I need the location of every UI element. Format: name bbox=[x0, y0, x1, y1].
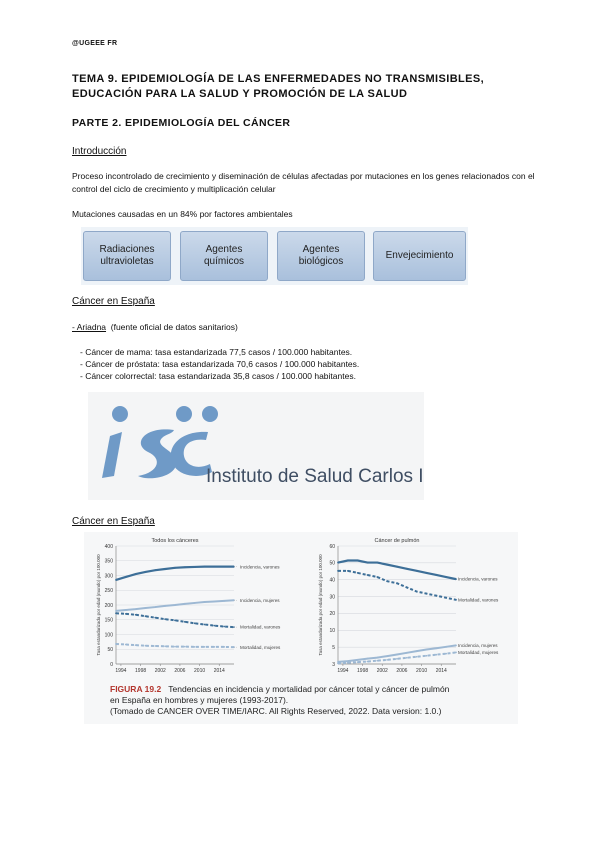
title-line-1: TEMA 9. EPIDEMIOLOGÍA DE LAS ENFERMEDADES NO TRANSMISIBLES, bbox=[72, 73, 485, 85]
y-tick-lung-cancer: 20 bbox=[329, 611, 335, 618]
data-point-all-cancers-incidencia-varones bbox=[145, 571, 147, 573]
data-point-all-cancers-incidencia-mujeres bbox=[204, 601, 206, 603]
data-point-all-cancers-mortalidad-varones bbox=[115, 612, 117, 614]
source-name: - Ariadna bbox=[72, 322, 107, 332]
data-point-all-cancers-incidencia-varones bbox=[184, 566, 186, 568]
data-point-all-cancers-incidencia-varones bbox=[154, 569, 156, 571]
series-label-all-cancers-mortalidad-mujeres: Mortalidad, mujeres bbox=[240, 644, 281, 650]
data-point-all-cancers-incidencia-varones bbox=[174, 567, 176, 569]
source-line bbox=[72, 322, 238, 332]
data-point-all-cancers-mortalidad-mujeres bbox=[204, 646, 206, 648]
data-point-lung-cancer-mortalidad-varones bbox=[445, 597, 447, 599]
data-point-lung-cancer-mortalidad-mujeres bbox=[416, 656, 418, 658]
data-point-lung-cancer-incidencia-varones bbox=[337, 562, 339, 564]
series-label-lung-cancer-mortalidad-varones: Mortalidad, varones bbox=[458, 597, 499, 603]
x-tick-lung-cancer: 2002 bbox=[376, 668, 388, 674]
data-point-lung-cancer-mortalidad-varones bbox=[367, 574, 369, 576]
mutations-text: Mutaciones causadas en un 84% por factores ambientales bbox=[72, 209, 293, 219]
y-tick-all-cancers: 50 bbox=[107, 647, 113, 654]
x-tick-lung-cancer: 2006 bbox=[396, 668, 408, 674]
data-point-all-cancers-mortalidad-varones bbox=[194, 622, 196, 624]
data-point-all-cancers-mortalidad-varones bbox=[135, 614, 137, 616]
data-point-all-cancers-incidencia-varones bbox=[204, 566, 206, 568]
data-point-all-cancers-incidencia-varones bbox=[164, 568, 166, 570]
intro-paragraph: Proceso incontrolado de crecimiento y diseminación de células afectadas por mutaciones en los genes relacionados con el control del ciclo de crecimiento y multiplicación celular bbox=[72, 171, 535, 194]
data-point-lung-cancer-mortalidad-mujeres bbox=[357, 661, 359, 663]
data-point-all-cancers-mortalidad-varones bbox=[204, 624, 206, 626]
spain-heading: Cáncer en España bbox=[72, 296, 155, 307]
data-point-all-cancers-mortalidad-mujeres bbox=[135, 644, 137, 646]
data-point-lung-cancer-incidencia-varones bbox=[396, 566, 398, 568]
data-point-all-cancers-incidencia-mujeres bbox=[223, 600, 225, 602]
trend-charts bbox=[84, 532, 518, 682]
data-point-all-cancers-incidencia-varones bbox=[125, 576, 127, 578]
data-point-lung-cancer-incidencia-mujeres bbox=[367, 658, 369, 660]
data-point-lung-cancer-incidencia-varones bbox=[386, 564, 388, 566]
spain-heading-2: Cáncer en España bbox=[72, 516, 155, 527]
series-label-lung-cancer-incidencia-varones: Incidencia, varones bbox=[458, 576, 498, 582]
y-tick-lung-cancer: 50 bbox=[329, 560, 335, 567]
series-label-lung-cancer-incidencia-mujeres: Incidencia, mujeres bbox=[458, 642, 498, 648]
series-line-lung-cancer-incidencia-varones bbox=[338, 560, 456, 579]
series-label-lung-cancer-mortalidad-mujeres: Mortalidad, mujeres bbox=[458, 650, 499, 656]
y-axis-label-lung-cancer: Tasa estandarizada por edad (mundo) por 100.000 bbox=[318, 554, 323, 656]
y-tick-lung-cancer: 3 bbox=[332, 661, 335, 668]
data-point-all-cancers-mortalidad-varones bbox=[164, 618, 166, 620]
figure-label: FIGURA 19.2 bbox=[110, 684, 162, 694]
data-point-all-cancers-mortalidad-varones bbox=[213, 625, 215, 627]
y-tick-lung-cancer: 40 bbox=[329, 577, 335, 584]
data-point-all-cancers-mortalidad-mujeres bbox=[223, 646, 225, 648]
x-tick-all-cancers: 2010 bbox=[194, 668, 206, 674]
data-point-lung-cancer-incidencia-varones bbox=[406, 568, 408, 570]
data-point-lung-cancer-incidencia-varones bbox=[426, 572, 428, 574]
figure-caption bbox=[110, 684, 510, 717]
data-point-lung-cancer-mortalidad-mujeres bbox=[396, 658, 398, 660]
data-point-lung-cancer-mortalidad-mujeres bbox=[435, 654, 437, 656]
document-title bbox=[72, 72, 542, 102]
data-point-all-cancers-incidencia-mujeres bbox=[164, 605, 166, 607]
y-tick-all-cancers: 250 bbox=[104, 588, 113, 595]
y-tick-all-cancers: 350 bbox=[104, 558, 113, 565]
data-point-lung-cancer-incidencia-mujeres bbox=[406, 652, 408, 654]
source-note: (fuente oficial de datos sanitarios) bbox=[110, 322, 238, 332]
y-tick-all-cancers: 150 bbox=[104, 617, 113, 624]
data-point-lung-cancer-mortalidad-varones bbox=[416, 591, 418, 593]
y-tick-all-cancers: 400 bbox=[104, 543, 113, 550]
data-point-lung-cancer-mortalidad-mujeres bbox=[426, 655, 428, 657]
y-tick-lung-cancer: 30 bbox=[329, 594, 335, 601]
data-point-lung-cancer-mortalidad-mujeres bbox=[337, 662, 339, 664]
data-point-lung-cancer-mortalidad-mujeres bbox=[347, 662, 349, 664]
data-point-all-cancers-mortalidad-mujeres bbox=[154, 645, 156, 647]
data-point-all-cancers-mortalidad-varones bbox=[125, 613, 127, 615]
data-point-lung-cancer-mortalidad-mujeres bbox=[386, 659, 388, 661]
isciii-logo-text: Instituto de Salud Carlos III bbox=[206, 466, 424, 487]
data-point-all-cancers-mortalidad-varones bbox=[154, 617, 156, 619]
data-point-lung-cancer-mortalidad-varones bbox=[396, 582, 398, 584]
data-point-lung-cancer-incidencia-varones bbox=[445, 576, 447, 578]
data-point-all-cancers-mortalidad-mujeres bbox=[213, 646, 215, 648]
factor-aging: Envejecimiento bbox=[373, 231, 466, 281]
series-label-all-cancers-mortalidad-varones: Mortalidad, varones bbox=[240, 624, 281, 630]
data-point-all-cancers-incidencia-varones bbox=[223, 566, 225, 568]
data-point-lung-cancer-incidencia-varones bbox=[416, 570, 418, 572]
data-point-all-cancers-mortalidad-mujeres bbox=[164, 645, 166, 647]
chart-title-all-cancers: Todos los cánceres bbox=[151, 538, 199, 544]
series-label-all-cancers-incidencia-mujeres: Incidencia, mujeres bbox=[240, 597, 280, 603]
data-point-lung-cancer-incidencia-varones bbox=[357, 560, 359, 562]
data-point-lung-cancer-incidencia-mujeres bbox=[445, 646, 447, 648]
data-point-lung-cancer-mortalidad-varones bbox=[347, 570, 349, 572]
data-point-lung-cancer-mortalidad-mujeres bbox=[445, 653, 447, 655]
x-tick-lung-cancer: 1994 bbox=[337, 668, 349, 674]
data-point-lung-cancer-mortalidad-varones bbox=[435, 595, 437, 597]
data-point-all-cancers-mortalidad-varones bbox=[184, 621, 186, 623]
data-point-all-cancers-incidencia-varones bbox=[194, 566, 196, 568]
y-tick-lung-cancer: 60 bbox=[329, 543, 335, 550]
stat-breast: - Cáncer de mama: tasa estandarizada 77,5 casos / 100.000 habitantes. bbox=[80, 347, 353, 357]
intro-heading: Introducción bbox=[72, 146, 127, 157]
data-point-all-cancers-incidencia-mujeres bbox=[174, 604, 176, 606]
chart-title-lung-cancer: Cáncer de pulmón bbox=[374, 538, 420, 544]
data-point-lung-cancer-mortalidad-varones bbox=[426, 593, 428, 595]
y-axis-label-all-cancers: Tasa estandarizada por edad (mundo) por 100.000 bbox=[96, 554, 101, 656]
data-point-lung-cancer-mortalidad-varones bbox=[357, 572, 359, 574]
data-point-lung-cancer-incidencia-varones bbox=[367, 562, 369, 564]
y-tick-all-cancers: 300 bbox=[104, 573, 113, 580]
data-point-all-cancers-incidencia-mujeres bbox=[115, 610, 117, 612]
x-tick-lung-cancer: 2014 bbox=[435, 668, 447, 674]
isciii-logo bbox=[88, 392, 424, 500]
x-tick-all-cancers: 2002 bbox=[154, 668, 166, 674]
data-point-lung-cancer-incidencia-mujeres bbox=[396, 654, 398, 656]
data-point-lung-cancer-incidencia-varones bbox=[376, 562, 378, 564]
isciii-logo-graphic bbox=[88, 392, 424, 500]
stat-prostate: - Cáncer de próstata: tasa estandarizada 70,6 casos / 100.000 habitantes. bbox=[80, 359, 360, 369]
data-point-all-cancers-incidencia-varones bbox=[135, 573, 137, 575]
factor-uv-radiation: Radiaciones ultravioletas bbox=[83, 231, 171, 281]
y-tick-lung-cancer: 10 bbox=[329, 628, 335, 635]
data-point-lung-cancer-mortalidad-varones bbox=[376, 576, 378, 578]
data-point-lung-cancer-incidencia-mujeres bbox=[357, 659, 359, 661]
y-tick-all-cancers: 100 bbox=[104, 632, 113, 639]
part-heading: PARTE 2. EPIDEMIOLOGÍA DEL CÁNCER bbox=[72, 117, 291, 129]
data-point-all-cancers-incidencia-varones bbox=[115, 579, 117, 581]
x-tick-all-cancers: 2014 bbox=[213, 668, 225, 674]
data-point-lung-cancer-incidencia-varones bbox=[347, 560, 349, 562]
data-point-all-cancers-mortalidad-mujeres bbox=[194, 646, 196, 648]
data-point-lung-cancer-mortalidad-mujeres bbox=[367, 661, 369, 663]
data-point-all-cancers-incidencia-varones bbox=[213, 566, 215, 568]
y-tick-lung-cancer: 5 bbox=[332, 644, 335, 651]
data-point-all-cancers-mortalidad-varones bbox=[145, 615, 147, 617]
data-point-lung-cancer-incidencia-mujeres bbox=[386, 655, 388, 657]
data-point-all-cancers-incidencia-mujeres bbox=[194, 602, 196, 604]
data-point-all-cancers-incidencia-mujeres bbox=[154, 606, 156, 608]
data-point-lung-cancer-incidencia-mujeres bbox=[376, 657, 378, 659]
data-point-lung-cancer-mortalidad-varones bbox=[386, 580, 388, 582]
data-point-lung-cancer-incidencia-mujeres bbox=[426, 649, 428, 651]
x-tick-lung-cancer: 1998 bbox=[357, 668, 369, 674]
factor-biological-agents: Agentes biológicos bbox=[277, 231, 365, 281]
data-point-all-cancers-mortalidad-mujeres bbox=[125, 644, 127, 646]
caption-line-2: en España en hombres y mujeres (1993-2017). bbox=[110, 695, 289, 705]
data-point-lung-cancer-incidencia-varones bbox=[435, 574, 437, 576]
y-tick-all-cancers: 0 bbox=[110, 661, 113, 668]
y-tick-all-cancers: 200 bbox=[104, 602, 113, 609]
data-point-lung-cancer-incidencia-mujeres bbox=[416, 650, 418, 652]
data-point-lung-cancer-incidencia-mujeres bbox=[435, 647, 437, 649]
data-point-all-cancers-mortalidad-varones bbox=[223, 626, 225, 628]
title-line-2: EDUCACIÓN PARA LA SALUD Y PROMOCIÓN DE LA SALUD bbox=[72, 88, 408, 100]
data-point-all-cancers-incidencia-mujeres bbox=[184, 603, 186, 605]
header-watermark: @UGEEE FR bbox=[72, 40, 118, 47]
factor-chemical-agents: Agentes químicos bbox=[180, 231, 268, 281]
data-point-lung-cancer-mortalidad-varones bbox=[337, 570, 339, 572]
stat-colorectal: - Cáncer colorrectal: tasa estandarizada 35,8 casos / 100.000 habitantes. bbox=[80, 371, 356, 381]
data-point-all-cancers-mortalidad-mujeres bbox=[115, 643, 117, 645]
data-point-lung-cancer-mortalidad-mujeres bbox=[406, 657, 408, 659]
series-label-all-cancers-incidencia-varones: Incidencia, varones bbox=[240, 564, 280, 570]
data-point-lung-cancer-mortalidad-mujeres bbox=[376, 660, 378, 662]
data-point-all-cancers-incidencia-mujeres bbox=[135, 608, 137, 610]
data-point-all-cancers-mortalidad-mujeres bbox=[145, 645, 147, 647]
caption-line-3: (Tomado de CANCER OVER TIME/IARC. All Rights Reserved, 2022. Data version: 1.0.) bbox=[110, 706, 442, 716]
x-tick-all-cancers: 1994 bbox=[115, 668, 127, 674]
data-point-all-cancers-mortalidad-varones bbox=[174, 619, 176, 621]
factors-diagram bbox=[81, 227, 468, 285]
data-point-lung-cancer-mortalidad-varones bbox=[406, 587, 408, 589]
data-point-all-cancers-incidencia-mujeres bbox=[213, 601, 215, 603]
data-point-all-cancers-mortalidad-mujeres bbox=[174, 646, 176, 648]
data-point-all-cancers-incidencia-mujeres bbox=[145, 607, 147, 609]
data-point-all-cancers-incidencia-mujeres bbox=[125, 609, 127, 611]
x-tick-all-cancers: 1998 bbox=[135, 668, 147, 674]
caption-line-1: Tendencias en incidencia y mortalidad por cáncer total y cáncer de pulmón bbox=[168, 684, 450, 694]
x-tick-all-cancers: 2006 bbox=[174, 668, 186, 674]
data-point-all-cancers-mortalidad-mujeres bbox=[184, 646, 186, 648]
cancer-stats-list bbox=[80, 346, 359, 382]
x-tick-lung-cancer: 2010 bbox=[416, 668, 428, 674]
